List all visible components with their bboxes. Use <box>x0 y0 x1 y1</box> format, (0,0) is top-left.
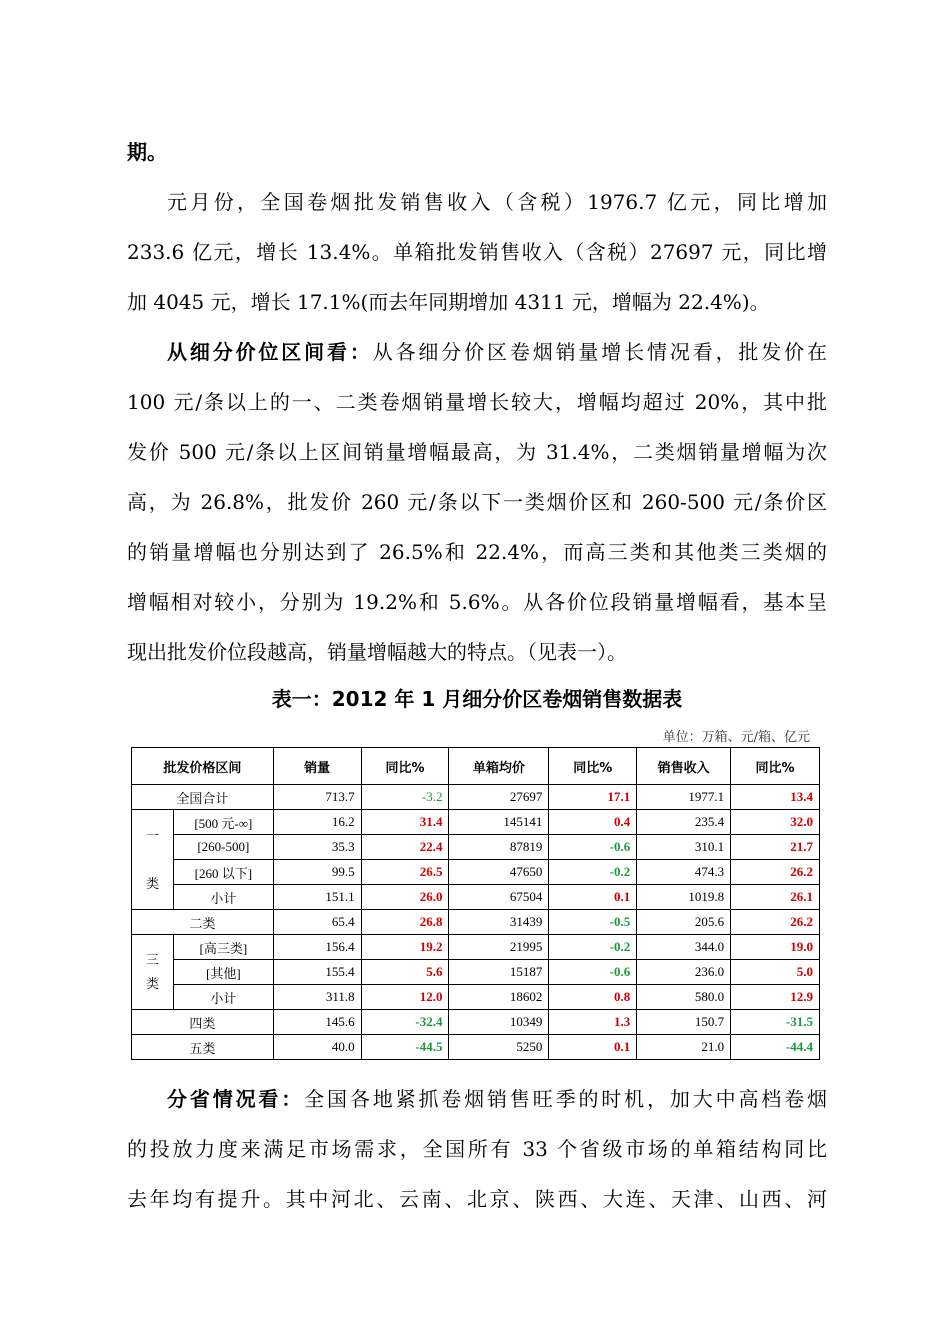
table-cell: -0.2 <box>549 935 637 960</box>
col-header: 同比% <box>549 748 637 785</box>
table-cell: 1.3 <box>549 1010 637 1035</box>
table-cell: 13.4 <box>731 785 820 810</box>
table-cell: 151.1 <box>273 885 361 910</box>
table-cell: 67504 <box>449 885 549 910</box>
table-cell: 17.1 <box>549 785 637 810</box>
row-label: 全国合计 <box>132 785 274 810</box>
row-label: 五类 <box>132 1035 274 1060</box>
table-cell: -0.5 <box>549 910 637 935</box>
table-cell: 31439 <box>449 910 549 935</box>
table-cell: 21995 <box>449 935 549 960</box>
table-cell: -3.2 <box>361 785 449 810</box>
table-row <box>132 935 820 960</box>
table-cell: 18602 <box>449 985 549 1010</box>
table-cell: 311.8 <box>273 985 361 1010</box>
table-cell: 150.7 <box>637 1010 731 1035</box>
table-cell: 145141 <box>449 810 549 835</box>
table-cell: 31.4 <box>361 810 449 835</box>
sales-data-table <box>131 747 820 1060</box>
group-char: 三 <box>145 952 159 967</box>
table-cell: 32.0 <box>731 810 820 835</box>
group-label-one <box>132 810 174 910</box>
text-line: 100 元/条以上的一、二类卷烟销量增长较大，增幅均超过 20%，其中批 <box>127 390 827 414</box>
group-char: 类 <box>145 875 159 891</box>
table-cell: 40.0 <box>273 1035 361 1060</box>
table-cell: 22.4 <box>361 835 449 860</box>
table-cell: 5250 <box>449 1035 549 1060</box>
row-label: [500 元-∞] <box>173 810 273 835</box>
col-header: 销量 <box>273 748 361 785</box>
table-cell: 21.0 <box>637 1035 731 1060</box>
table-header-row <box>132 748 820 785</box>
table-cell: 15187 <box>449 960 549 985</box>
section-lead: 分省情况看： <box>167 1087 305 1111</box>
row-label: [其他] <box>173 960 273 985</box>
table-cell: 26.8 <box>361 910 449 935</box>
group-char: 类 <box>145 976 159 991</box>
table-cell: 19.0 <box>731 935 820 960</box>
table-cell: 19.2 <box>361 935 449 960</box>
table-cell: -0.6 <box>549 835 637 860</box>
table-row <box>132 810 820 835</box>
row-label: 小计 <box>173 985 273 1010</box>
text-line: 分省情况看：全国各地紧抓卷烟销售旺季的时机，加大中高档卷烟 <box>167 1087 828 1111</box>
table-cell: 1977.1 <box>637 785 731 810</box>
table-cell: 235.4 <box>637 810 731 835</box>
group-label-three <box>132 935 174 1010</box>
paragraph-revenue <box>127 177 827 327</box>
table-cell: 155.4 <box>273 960 361 985</box>
table-cell: 35.3 <box>273 835 361 860</box>
table-cell: 10349 <box>449 1010 549 1035</box>
table-cell: 87819 <box>449 835 549 860</box>
table-cell: 156.4 <box>273 935 361 960</box>
table-cell: 1019.8 <box>637 885 731 910</box>
table-cell: 12.9 <box>731 985 820 1010</box>
table-row <box>132 835 820 860</box>
table-cell: 580.0 <box>637 985 731 1010</box>
col-header: 同比% <box>361 748 449 785</box>
table-cell: 205.6 <box>637 910 731 935</box>
table-cell: 12.0 <box>361 985 449 1010</box>
table-cell: 713.7 <box>273 785 361 810</box>
table-cell: 5.0 <box>731 960 820 985</box>
table-cell: 47650 <box>449 860 549 885</box>
table-cell: 26.0 <box>361 885 449 910</box>
intro-fragment: 期。 <box>127 140 167 164</box>
table-cell: -0.2 <box>549 860 637 885</box>
table-row <box>132 985 820 1010</box>
table-cell: 21.7 <box>731 835 820 860</box>
table-cell: 5.6 <box>361 960 449 985</box>
text-line: 的销量增幅也分别达到了 26.5%和 22.4%，而高三类和其他类三类烟的 <box>127 540 827 564</box>
paragraph-price-segments <box>127 327 827 677</box>
text-line: 的投放力度来满足市场需求，全国所有 33 个省级市场的单箱结构同比 <box>127 1137 827 1161</box>
col-header: 单箱均价 <box>449 748 549 785</box>
table-cell: 474.3 <box>637 860 731 885</box>
table-cell: 344.0 <box>637 935 731 960</box>
row-label: 小计 <box>173 885 273 910</box>
table-row <box>132 910 820 935</box>
row-label: 二类 <box>132 910 274 935</box>
section-lead: 从细分价位区间看： <box>167 340 373 364</box>
text-line: 加 4045 元，增长 17.1%(而去年同期增加 4311 元，增幅为 22.4%)。 <box>127 290 770 314</box>
table-cell: 65.4 <box>273 910 361 935</box>
row-label: [260 以下] <box>173 860 273 885</box>
table-cell: 27697 <box>449 785 549 810</box>
table-cell: 26.2 <box>731 910 820 935</box>
table-cell: -0.6 <box>549 960 637 985</box>
table-cell: 0.4 <box>549 810 637 835</box>
text-line: 从细分价位区间看：从各细分价区卷烟销量增长情况看，批发价在 <box>167 340 828 364</box>
table-row <box>132 860 820 885</box>
text-line: 元月份，全国卷烟批发销售收入（含税）1976.7 亿元，同比增加 <box>167 190 827 214</box>
table-cell: 310.1 <box>637 835 731 860</box>
paragraph-provinces <box>127 1074 827 1224</box>
table-cell: 236.0 <box>637 960 731 985</box>
text-line: 发价 500 元/条以上区间销量增幅最高，为 31.4%，二类烟销量增幅为次 <box>127 440 827 464</box>
table-cell: 26.2 <box>731 860 820 885</box>
table-cell: -31.5 <box>731 1010 820 1035</box>
table-cell: -44.5 <box>361 1035 449 1060</box>
text-line: 去年均有提升。其中河北、云南、北京、陕西、大连、天津、山西、河 <box>127 1187 827 1211</box>
table-cell: 99.5 <box>273 860 361 885</box>
table-row <box>132 885 820 910</box>
table-row <box>132 785 820 810</box>
group-char: 一 <box>145 827 159 843</box>
table-cell: -44.4 <box>731 1035 820 1060</box>
col-header: 同比% <box>731 748 820 785</box>
table-cell: -32.4 <box>361 1010 449 1035</box>
row-label: 四类 <box>132 1010 274 1035</box>
table-cell: 16.2 <box>273 810 361 835</box>
table-title: 表一：2012 年 1 月细分价区卷烟销售数据表 <box>271 687 683 711</box>
table-cell: 26.1 <box>731 885 820 910</box>
text-line: 现出批发价位段越高，销量增幅越大的特点。（见表一）。 <box>127 640 627 664</box>
table-row <box>132 960 820 985</box>
text-line: 233.6 亿元，增长 13.4%。单箱批发销售收入（含税）27697 元，同比增 <box>127 240 827 264</box>
table-cell: 0.1 <box>549 885 637 910</box>
table-cell: 26.5 <box>361 860 449 885</box>
row-label: [260-500] <box>173 835 273 860</box>
col-header: 销售收入 <box>637 748 731 785</box>
text-line: 增幅相对较小，分别为 19.2%和 5.6%。从各价位段销量增幅看，基本呈 <box>127 590 827 614</box>
table-row <box>132 1035 820 1060</box>
row-label: [高三类] <box>173 935 273 960</box>
table-row <box>132 1010 820 1035</box>
text-line: 高，为 26.8%，批发价 260 元/条以下一类烟价区和 260-500 元/条价区 <box>127 490 827 514</box>
table-cell: 0.1 <box>549 1035 637 1060</box>
table-cell: 0.8 <box>549 985 637 1010</box>
table-unit-note: 单位：万箱、元/箱、亿元 <box>662 730 810 745</box>
table-cell: 145.6 <box>273 1010 361 1035</box>
col-header: 批发价格区间 <box>132 748 274 785</box>
